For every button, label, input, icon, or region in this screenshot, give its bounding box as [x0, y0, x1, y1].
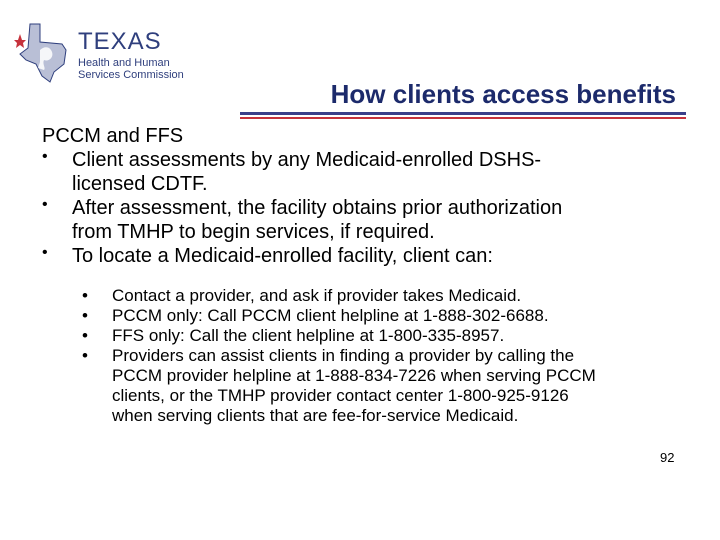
bullet-marker: • — [82, 286, 88, 305]
page-number: 92 — [660, 450, 675, 465]
sub-bullet-text: PCCM provider helpline at 1-888-834-7226 when serving PCCM — [112, 366, 596, 385]
sub-bullet-item — [82, 306, 692, 326]
bullet-item — [42, 148, 692, 196]
bullet-marker: • — [82, 326, 88, 345]
bullet-text: Client assessments by any Medicaid-enrolled DSHS- — [72, 149, 542, 171]
bullet-marker: • — [42, 196, 48, 213]
bullet-text: from TMHP to begin services, if required. — [72, 221, 435, 243]
logo-wordmark: TEXAS — [78, 28, 162, 55]
sub-bullet-item — [82, 346, 692, 426]
bullet-marker: • — [42, 148, 48, 165]
bullet-text: After assessment, the facility obtains prior authorization — [72, 197, 563, 219]
sub-bullet-text: PCCM only: Call PCCM client helpline at 1-888-302-6688. — [112, 306, 549, 325]
logo-subtitle-line: Services Commission — [78, 69, 184, 81]
sub-bullet-item — [82, 326, 692, 346]
bullet-item — [42, 196, 692, 244]
sub-bullet-list — [42, 286, 692, 426]
logo-subtitle — [78, 57, 184, 81]
title-rule-red — [240, 117, 686, 119]
section-heading: PCCM and FFS — [42, 125, 184, 147]
sub-bullet-text: clients, or the TMHP provider contact center 1-800-925-9126 — [112, 386, 569, 405]
sub-bullet-item — [82, 286, 692, 306]
slide-title: How clients access benefits — [330, 79, 676, 109]
bullet-text: To locate a Medicaid-enrolled facility, client can: — [72, 245, 493, 267]
bullet-marker: • — [82, 306, 88, 325]
sub-bullet-text: Providers can assist clients in finding a provider by calling the — [112, 346, 575, 365]
sub-bullet-text: when serving clients that are fee-for-service Medicaid. — [112, 406, 519, 425]
bullet-text: licensed CDTF. — [72, 173, 208, 195]
sub-bullet-text: Contact a provider, and ask if provider takes Medicaid. — [112, 286, 522, 305]
title-rule-blue — [240, 112, 686, 115]
hhsc-logo — [10, 20, 190, 88]
slide-body — [42, 124, 692, 426]
bullet-item — [42, 244, 692, 268]
sub-bullet-text: FFS only: Call the client helpline at 1-800-335-8957. — [112, 326, 505, 345]
bullet-marker: • — [82, 346, 88, 365]
texas-map-icon — [10, 20, 74, 84]
bullet-marker: • — [42, 244, 48, 261]
logo-subtitle-line: Health and Human — [78, 57, 170, 69]
